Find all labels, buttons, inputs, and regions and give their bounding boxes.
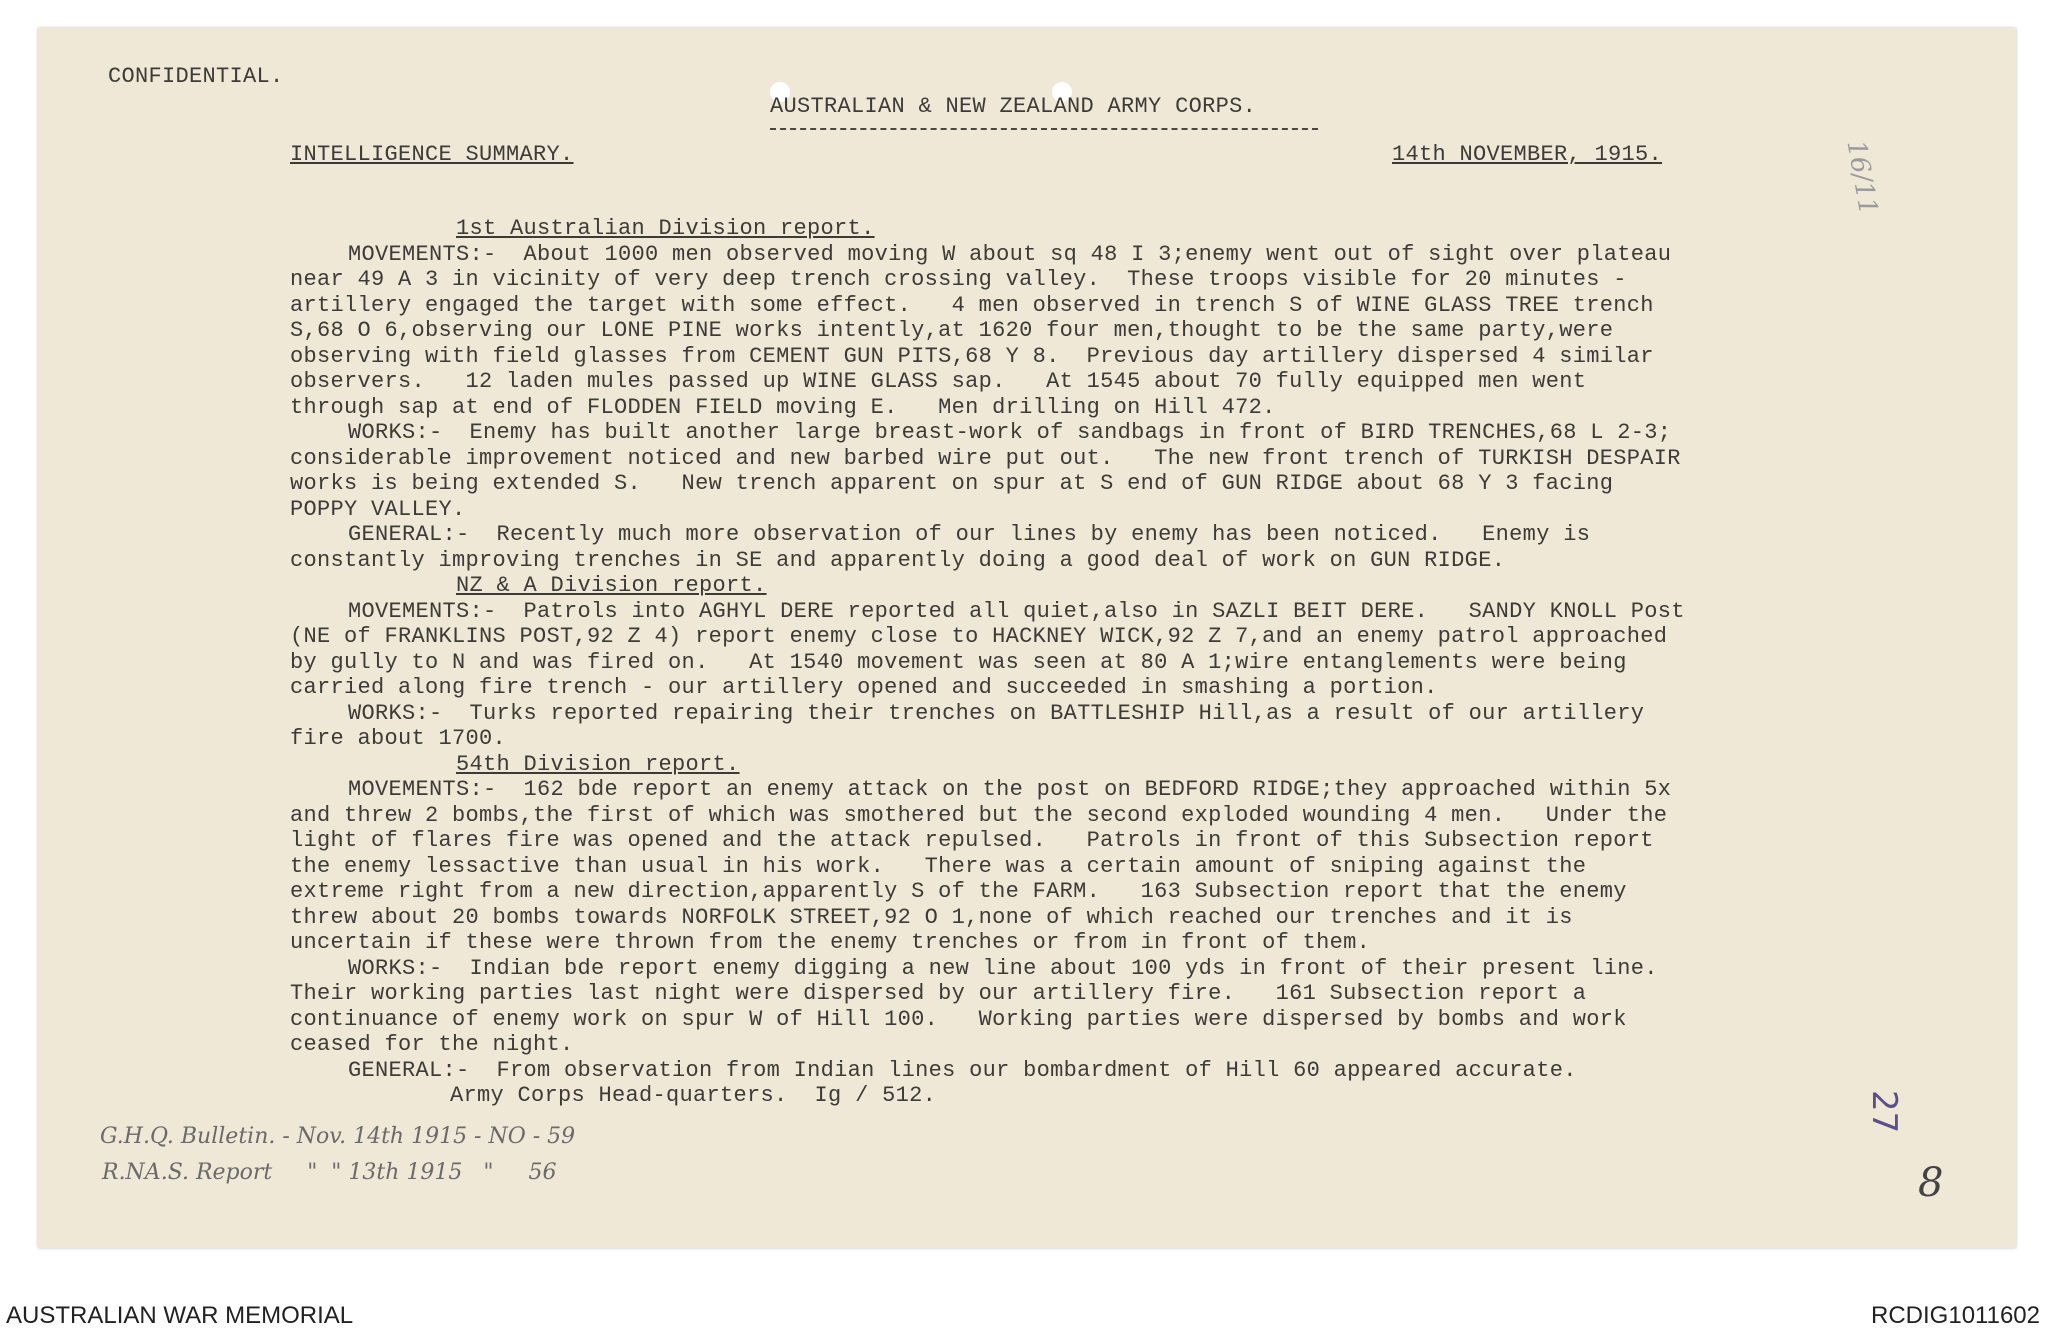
footer-record-id: RCDIG1011602 — [1871, 1302, 2040, 1329]
report-line: observers. 12 laden mules passed up WINE GLASS sap. At 1545 about 70 fully equipped men went — [290, 369, 1587, 394]
section-heading: 1st Australian Division report. — [456, 216, 875, 241]
handwritten-note-2: R.NA.S. Report " " 13th 1915 " 56 — [102, 1160, 557, 1185]
report-line: considerable improvement noticed and new barbed wire put out. The new front trench of TURKISH DESPAIR — [290, 445, 1681, 471]
folio-pencil-mark: 8 — [1918, 1160, 1944, 1206]
report-line: uncertain if these were thrown from the enemy trenches or from in front of them. — [290, 930, 1371, 955]
document-date: 14th NOVEMBER, 1915. — [1392, 142, 1663, 167]
report-line: light of flares fire was opened and the attack repulsed. Patrols in front of this Subsection report — [290, 828, 1654, 853]
report-line: near 49 A 3 in vicinity of very deep trench crossing valley. These troops visible for 20 minutes - — [290, 267, 1627, 292]
signature-line: Army Corps Head-quarters. Ig / 512. — [450, 1083, 937, 1108]
report-line: observing with field glasses from CEMENT GUN PITS,68 Y 8. Previous day artillery dispersed 4 similar — [290, 343, 1654, 369]
report-line: Their working parties last night were dispersed by our artillery fire. 161 Subsection report a — [290, 981, 1587, 1006]
report-line: MOVEMENTS:- Patrols into AGHYL DERE reported all quiet,also in SAZLI BEIT DERE. SANDY KNOLL Post — [348, 598, 1685, 624]
report-line: through sap at end of FLODDEN FIELD moving E. Men drilling on Hill 472. — [290, 394, 1276, 420]
report-line: fire about 1700. — [290, 726, 507, 751]
section-heading: NZ & A Division report. — [456, 573, 767, 598]
report-line: MOVEMENTS:- 162 bde report an enemy attack on the post on BEDFORD RIDGE;they approached within 5x — [348, 777, 1672, 802]
report-line: and threw 2 bombs,the first of which was smothered but the second exploded wounding 4 men. Under the — [290, 802, 1668, 828]
section-heading: 54th Division report. — [456, 751, 740, 777]
footer-institution: AUSTRALIAN WAR MEMORIAL — [6, 1302, 354, 1329]
report-line: works is being extended S. New trench apparent on spur at S end of GUN RIDGE about 68 Y 3 facing — [290, 471, 1614, 496]
report-line: MOVEMENTS:- About 1000 men observed moving W about sq 48 I 3;enemy went out of sight over plateau — [348, 241, 1672, 267]
report-line: WORKS:- Enemy has built another large breast-work of sandbags in front of BIRD TRENCHES,68 L 2-3; — [348, 420, 1672, 445]
report-line: the enemy lessactive than usual in his work. There was a certain amount of sniping against the — [290, 853, 1587, 879]
org-title-underline — [770, 128, 1318, 130]
report-line: constantly improving trenches in SE and apparently doing a good deal of work on GUN RIDGE. — [290, 547, 1506, 573]
document-title: INTELLIGENCE SUMMARY. — [290, 142, 574, 167]
report-line: (NE of FRANKLINS POST,92 Z 4) report enemy close to HACKNEY WICK,92 Z 7,and an enemy patrol approached — [290, 624, 1668, 649]
org-title: AUSTRALIAN & NEW ZEALAND ARMY CORPS. — [770, 94, 1257, 119]
report-line: WORKS:- Indian bde report enemy digging a new line about 100 yds in front of their present line. — [348, 955, 1658, 981]
margin-pencil-note: 16/11 — [1840, 138, 1884, 218]
report-line: extreme right from a new direction,apparently S of the FARM. 163 Subsection report that the enemy — [290, 879, 1627, 904]
report-line: GENERAL:- From observation from Indian lines our bombardment of Hill 60 appeared accurate. — [348, 1057, 1577, 1083]
report-line: by gully to N and was fired on. At 1540 movement was seen at 80 A 1;wire entanglements were being — [290, 649, 1627, 675]
report-line: continuance of enemy work on spur W of Hill 100. Working parties were dispersed by bombs and work — [290, 1006, 1627, 1032]
report-line: artillery engaged the target with some effect. 4 men observed in trench S of WINE GLASS TREE trench — [290, 292, 1654, 318]
classification-label: CONFIDENTIAL. — [108, 64, 284, 89]
report-line: GENERAL:- Recently much more observation of our lines by enemy has been noticed. Enemy is — [348, 522, 1591, 547]
report-line: threw about 20 bombs towards NORFOLK STREET,92 O 1,none of which reached our trenches and it is — [290, 904, 1573, 930]
report-line: WORKS:- Turks reported repairing their trenches on BATTLESHIP Hill,as a result of our artillery — [348, 700, 1645, 726]
report-line: POPPY VALLEY. — [290, 496, 466, 522]
handwritten-note-1: G.H.Q. Bulletin. - Nov. 14th 1915 - NO - 59 — [100, 1124, 576, 1149]
report-body — [290, 216, 1685, 1109]
report-line: ceased for the night. — [290, 1032, 574, 1057]
folio-stamp: 27 — [1864, 1090, 1904, 1134]
report-line: carried along fire trench - our artillery opened and succeeded in smashing a portion. — [290, 675, 1438, 700]
report-line: S,68 O 6,observing our LONE PINE works intently,at 1620 four men,thought to be the same party,were — [290, 318, 1614, 343]
